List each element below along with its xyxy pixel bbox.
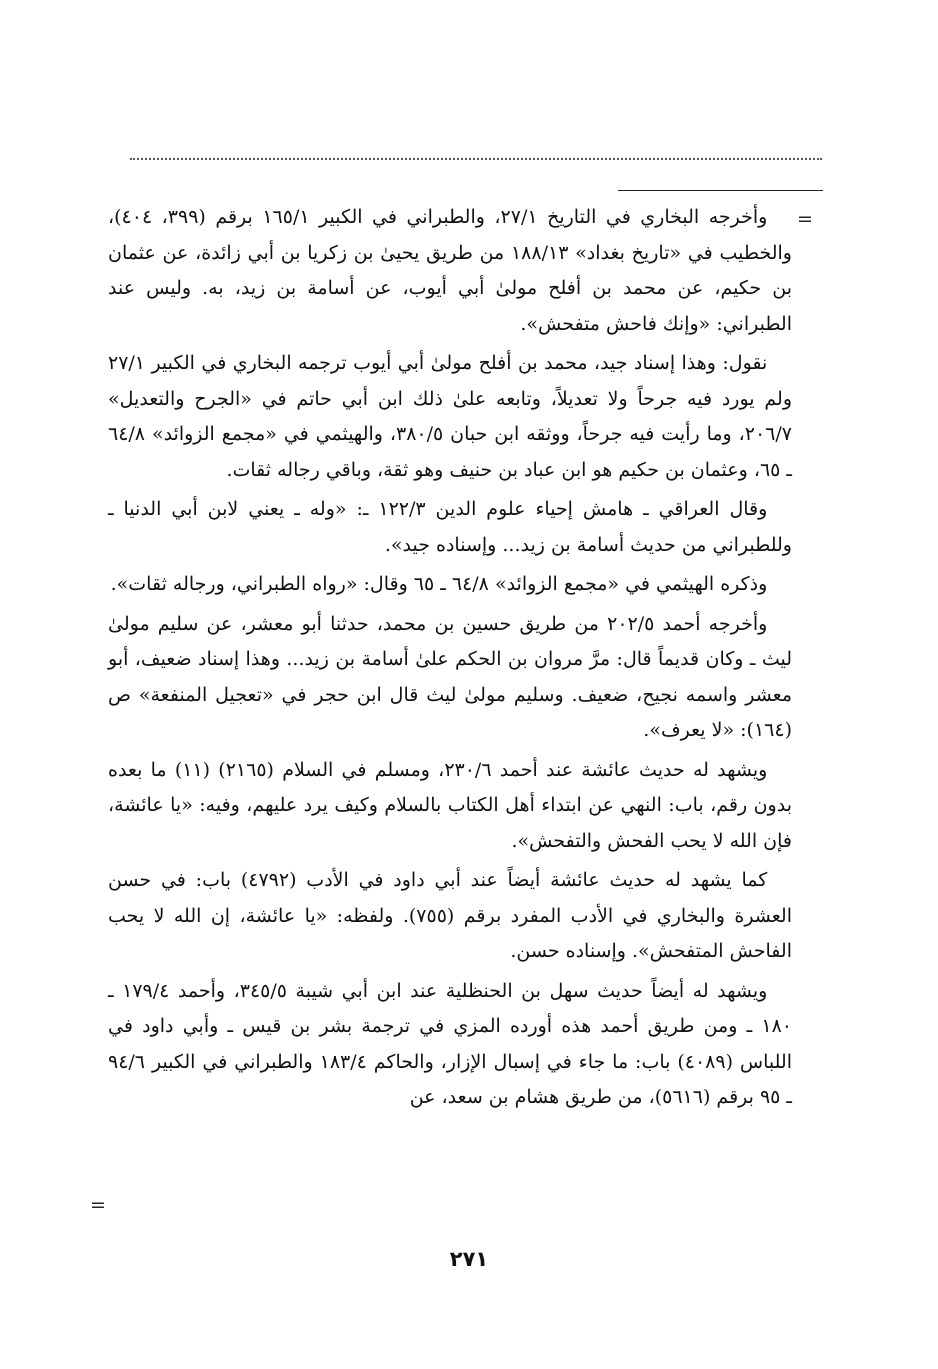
paragraph: وأخرجه البخاري في التاريخ ٢٧/١، والطبراني في الكبير ١٦٥/١ برقم (٣٩٩، ٤٠٤)، والخطيب في «تاريخ بغداد» ١٨٨/١٣ من طريق يحيىٰ بن زكريا بن أبي زائدة، عن عثمان بن حكيم، عن محمد بن أفلح مولىٰ أبي أيوب، عن أسامة بن زيد، به. وليس عند الطبراني: «وإنك فاحش متفحش». [108,206,792,335]
paragraph: ويشهد له حديث عائشة عند أحمد ٢٣٠/٦، ومسلم في السلام (٢١٦٥) (١١) ما بعده بدون رقم، باب: النهي عن ابتداء أهل الكتاب بالسلام وكيف يرد عليهم، وفيه: «يا عائشة، فإن الله لا يحب الفحش والتفحش». [108,758,792,852]
paragraph: وذكره الهيثمي في «مجمع الزوائد» ٦٤/٨ ـ ٦٥ وقال: «رواه الطبراني، ورجاله ثقات». [110,573,768,595]
header-dotted-rule [130,158,822,160]
paragraph: نقول: وهذا إسناد جيد، محمد بن أفلح مولىٰ أبي أيوب ترجمه البخاري في الكبير ٢٧/١ ولم يورد فيه جرحاً ولا تعديلاً، وتابعه علىٰ ذلك ابن أبي حاتم في «الجرح والتعديل» ٢٠٦/٧، وما رأيت فيه جرحاً، ووثقه ابن حبان ٣٨٠/٥، والهيثمي في «مجمع الزوائد» ٦٤/٨ ـ ٦٥، وعثمان بن حكيم هو ابن عباد بن حنيف وهو ثقة، وباقي رجاله ثقات. [108,352,792,481]
footnote-text [108,200,792,1120]
page-number: ٢٧١ [449,1247,489,1271]
paragraph: وقال العراقي ـ هامش إحياء علوم الدين ١٢٢/٣ ـ: «وله ـ يعني لابن أبي الدنيا ـ وللطبراني من حديث أسامة بن زيد... وإسناده جيد». [108,498,792,556]
continuation-mark-bottom: = [90,1194,106,1216]
paragraph: ويشهد له أيضاً حديث سهل بن الحنظلية عند ابن أبي شيبة ٣٤٥/٥، وأحمد ١٧٩/٤ ـ ١٨٠ ـ ومن طريق أحمد هذه أورده المزي في ترجمة بشر بن قيس ـ وأبي داود في اللباس (٤٠٨٩) باب: ما جاء في إسبال الإزار، والحاكم ١٨٣/٤ والطبراني في الكبير ٩٤/٦ ـ ٩٥ برقم (٥٦١٦)، من طريق هشام بن سعد، عن [108,979,792,1108]
paragraph: كما يشهد له حديث عائشة أيضاً عند أبي داود في الأدب (٤٧٩٢) باب: في حسن العشرة والبخاري في الأدب المفرد برقم (٧٥٥). ولفظه: «يا عائشة، إن الله لا يحب الفاحش المتفحش». وإسناده حسن. [108,869,792,962]
footnote-separator [618,190,823,191]
continuation-mark-top: = [797,208,813,230]
paragraph: وأخرجه أحمد ٢٠٢/٥ من طريق حسين بن محمد، حدثنا أبو معشر، عن سليم مولىٰ ليث ـ وكان قديماً قال: مرَّ مروان بن الحكم علىٰ أسامة بن زيد... وهذا إسناد ضعيف، أبو معشر واسمه نجيح، ضعيف. وسليم مولىٰ ليث قال ابن حجر في «تعجيل المنفعة» ص (١٦٤): «لا يعرف». [108,612,792,741]
